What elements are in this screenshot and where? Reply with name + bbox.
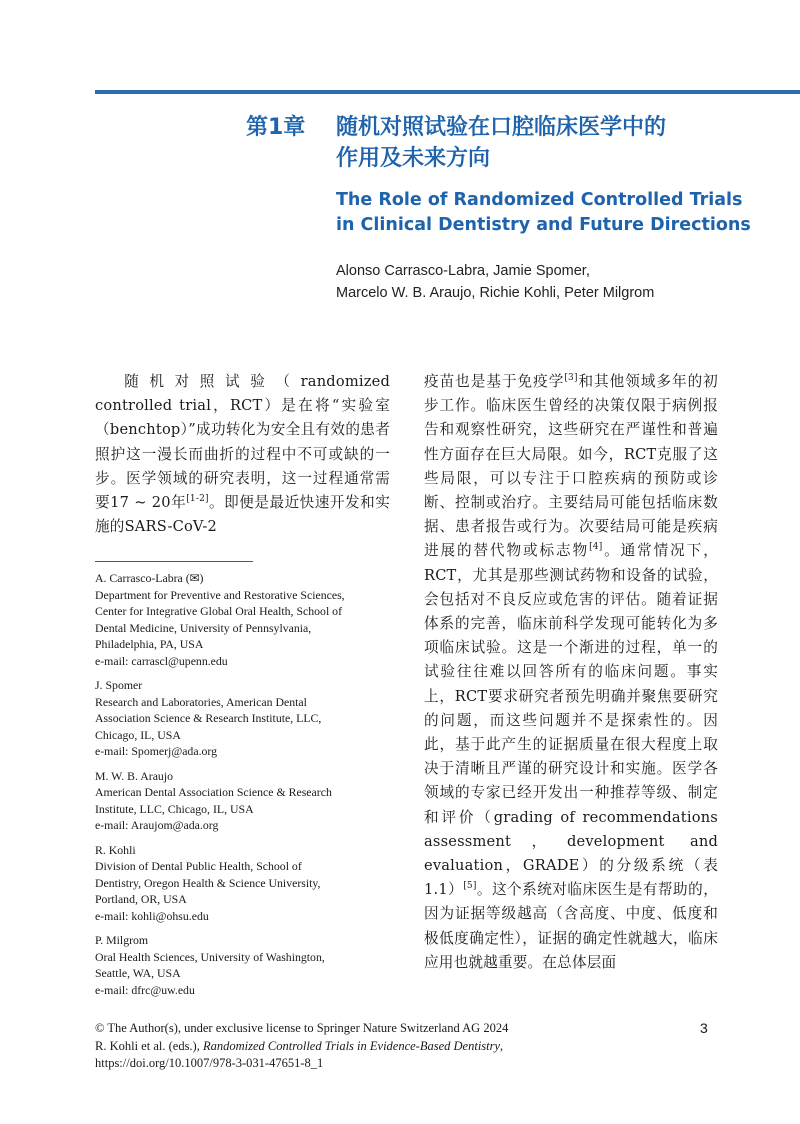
affiliation-line: Institute, LLC, Chicago, IL, USA [95, 801, 254, 816]
affiliation-line: Seattle, WA, USA [95, 966, 181, 980]
ref-4: [4] [589, 542, 603, 553]
affiliation-name: P. Milgrom [95, 933, 149, 947]
affiliation-name: A. Carrasco-Labra (✉) [95, 571, 204, 585]
affiliation-email[interactable]: e-mail: Araujom@ada.org [95, 818, 219, 832]
citation-title: Randomized Controlled Trials in Evidence-Based Dentistry [202, 1038, 501, 1053]
authors-line2: Marcelo W. B. Araujo, Richie Kohli, Peter Milgrom [336, 285, 655, 301]
affiliation-line: Oral Health Sciences, University of Washington, [95, 949, 325, 964]
affiliation-name: M. W. B. Araujo [95, 768, 173, 783]
authors [336, 260, 776, 304]
citation-prefix: R. Kohli et al. (eds.), [95, 1038, 200, 1053]
chapter-title-cn-line2: 作用及未来方向 [336, 146, 491, 171]
affiliation-line: Philadelphia, PA, USA [95, 637, 204, 651]
affiliation-email[interactable]: e-mail: carrascl@upenn.edu [95, 653, 228, 668]
affiliation-item [95, 932, 395, 998]
authors-line1: Alonso Carrasco-Labra, Jamie Spomer, [336, 263, 590, 279]
body-right-seg4: 。这个系统对临床医生是有帮助的，因为证据等级越高（含高度、中度、低度和极低度确定性），证据的确定性就越大，临床应用也就越重要。在总体层面 [424, 881, 719, 971]
ref-5: [5] [463, 881, 477, 892]
page-number: 3 [700, 1020, 708, 1036]
affiliation-item [95, 570, 395, 669]
affiliations [95, 570, 395, 1006]
chapter-title-cn [336, 112, 776, 174]
doi-link[interactable]: https://doi.org/10.1007/978-3-031-47651-8_1 [95, 1056, 324, 1070]
body-left-column [95, 370, 390, 539]
affiliation-line: Center for Integrative Global Oral Health, School of [95, 604, 342, 618]
ref-3: [3] [564, 373, 578, 384]
affiliation-line: Division of Dental Public Health, School of [95, 859, 302, 873]
header-rule [95, 90, 800, 94]
copyright-line: © The Author(s), under exclusive license to Springer Nature Switzerland AG 2024 [95, 1021, 509, 1035]
footnote-rule [95, 561, 253, 562]
affiliation-name: R. Kohli [95, 842, 136, 857]
body-left-text: 随机对照试验（randomized controlled trial，RCT）是在将“实验室（benchtop）”成功转化为安全且有效的患者照护这一漫长而曲折的过程中不可或缺的一步。医学领域的研究表明，这一过程通常需要17 ~ 20年 [95, 373, 390, 512]
ref-1-2: [1-2] [186, 494, 209, 505]
affiliation-line: Association Science & Research Institute, LLC, [95, 711, 322, 725]
body-right-seg1: 疫苗也是基于免疫学 [424, 373, 565, 390]
affiliation-line: Portland, OR, USA [95, 892, 187, 906]
affiliation-line: Dentistry, Oregon Health & Science University, [95, 875, 321, 890]
affiliation-line: American Dental Association Science & Research [95, 785, 332, 799]
chapter-title-en-line1: The Role of Randomized Controlled Trials [336, 190, 743, 210]
affiliation-item [95, 768, 395, 834]
affiliation-name: J. Spomer [95, 678, 143, 692]
affiliation-email[interactable]: e-mail: kohli@ohsu.edu [95, 908, 209, 923]
affiliation-line: Chicago, IL, USA [95, 727, 181, 742]
affiliation-email[interactable]: e-mail: Spomerj@ada.org [95, 744, 218, 758]
affiliation-item [95, 677, 395, 760]
affiliation-email[interactable]: e-mail: dfrc@uw.edu [95, 982, 195, 997]
citation-suffix: , [500, 1038, 504, 1053]
affiliation-line: Research and Laboratories, American Dental [95, 694, 307, 709]
body-right-column [424, 370, 718, 975]
chapter-title-cn-line1: 随机对照试验在口腔临床医学中的 [336, 115, 667, 140]
body-left-text-end: 。即便是最近快速开发和实施的SARS-CoV-2 [95, 494, 390, 536]
body-right-seg3: 。通常情况下，RCT，尤其是那些测试药物和设备的试验，会包括对不良反应或危害的评估。随着证据体系的完善，临床前科学发现可能转化为多项临床试验。这是一个渐进的过程，单一的试验往往难以回答所有的临床问题。事实上，RCT要求研究者预先明确并聚焦要研究的问题，而这些问题并不是探索性的。因此，基于此产生的证据质量在很大程度上取决于清晰且严谨的研究设计和实施。医学各领域的专家已经开发出一种推荐等级、制定和评价（grading of recommendations assessment，development and evaluation，GRADE）的分级系统（表1.1） [424, 542, 718, 899]
body-right-seg2: 和其他领域多年的初步工作。临床医生曾经的决策仅限于病例报告和观察性研究，这些研究在严谨性和普遍性方面存在巨大局限。如今，RCT克服了这些局限，可以专注于口腔疾病的预防或诊断、控制或治疗。主要结局可能包括临床数据、患者报告或行为。次要结局可能是疾病进展的替代物或标志物 [424, 373, 718, 560]
chapter-title-en [336, 188, 776, 238]
affiliation-item [95, 842, 395, 925]
chapter-title-en-line2: in Clinical Dentistry and Future Directions [336, 215, 751, 235]
citation-line [95, 1038, 725, 1056]
affiliation-line: Department for Preventive and Restorative Sciences, [95, 587, 345, 602]
affiliation-line: Dental Medicine, University of Pennsylvania, [95, 620, 312, 635]
page-footer [95, 1020, 725, 1073]
chapter-number: 第1章 [246, 115, 306, 140]
